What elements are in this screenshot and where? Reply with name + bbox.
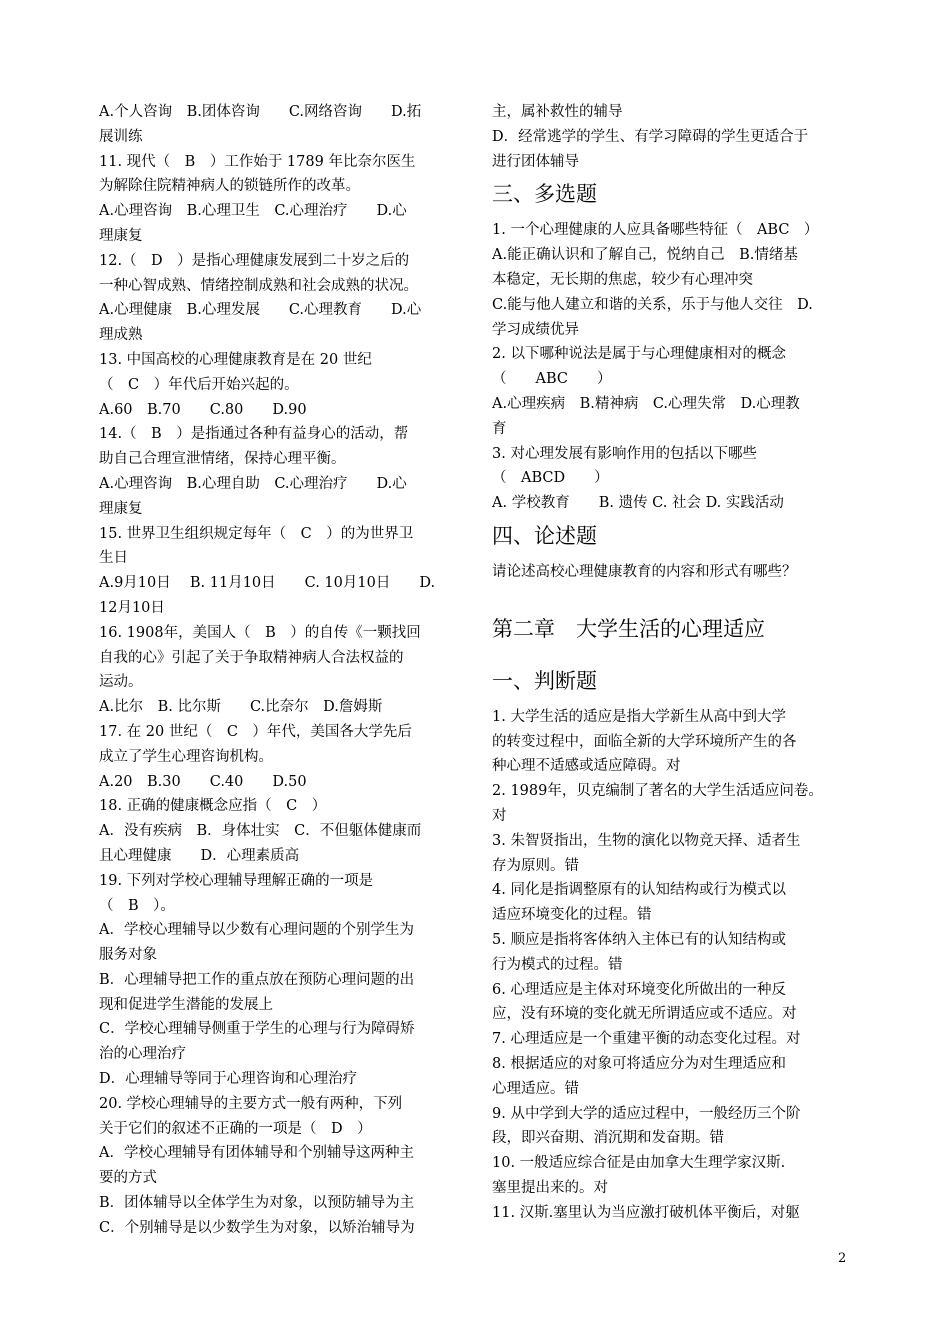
- text-line: 行为模式的过程。错: [492, 956, 623, 973]
- text-line: 适应环境变化的过程。错: [492, 907, 652, 924]
- essay-question: [492, 560, 854, 585]
- text-line: A．没有疾病 B．身体壮实 C．不但躯体健康而: [99, 823, 422, 840]
- text-line: 一种心智成熟、情绪控制成熟和社会成熟的状况。: [99, 277, 418, 294]
- text-line: 11. 现代（ B ）工作始于 1789 年比奈尔医生: [99, 153, 416, 170]
- text-line: 5. 顺应是指将客体纳入主体已有的认知结构或: [492, 931, 786, 948]
- text-line: 成立了学生心理咨询机构。: [99, 748, 273, 765]
- true-false-questions: [492, 705, 854, 1226]
- text-line: 对: [492, 807, 507, 824]
- text-line: D．心理辅导等同于心理咨询和心理治疗: [99, 1071, 358, 1088]
- text-line: A.9月10日 B. 11月10日 C. 10月10日 D.: [99, 575, 436, 592]
- text-line: 1. 大学生活的适应是指大学新生从高中到大学: [492, 708, 786, 725]
- text-line: A.60 B.70 C.80 D.90: [99, 401, 307, 418]
- text-line: 13. 中国高校的心理健康教育是在 20 世纪: [99, 351, 372, 368]
- text-line: 理康复: [99, 227, 143, 244]
- text-line: 3. 朱智贤指出，生物的演化以物竞天择、适者生: [492, 832, 801, 849]
- left-column: [99, 100, 461, 1241]
- text-line: 段，即兴奋期、消沉期和发奋期。错: [492, 1130, 724, 1147]
- text-line: 助自己合理宣泄情绪，保持心理平衡。: [99, 451, 346, 468]
- text-line: 进行团体辅导: [492, 153, 579, 170]
- text-line: 种心理不适感或适应障碍。对: [492, 758, 681, 775]
- text-line: A.心理疾病 B.精神病 C.心理失常 D.心理教: [492, 395, 800, 412]
- text-line: （ B ）。: [99, 897, 175, 914]
- text-line: 应，没有环境的变化就无所谓适应或不适应。对: [492, 1006, 797, 1023]
- text-line: 为解除住院精神病人的锁链所作的改革。: [99, 178, 360, 195]
- text-line: 9. 从中学到大学的适应过程中，一般经历三个阶: [492, 1105, 801, 1122]
- text-line: 存为原则。错: [492, 857, 579, 874]
- text-line: A.心理健康 B.心理发展 C.心理教育 D.心: [99, 302, 422, 319]
- page-number: 2: [838, 1251, 847, 1266]
- text-line: D．经常逃学的学生、有学习障碍的学生更适合于: [492, 128, 809, 145]
- text-line: 请论述高校心理健康教育的内容和形式有哪些？: [492, 563, 797, 580]
- text-line: A. 学校教育 B. 遗传 C. 社会 D. 实践活动: [492, 495, 784, 512]
- text-line: C.能与他人建立和谐的关系，乐于与他人交往 D.: [492, 296, 813, 313]
- text-line: 7. 心理适应是一个重建平衡的动态变化过程。对: [492, 1031, 801, 1048]
- text-line: 主，属补救性的辅导: [492, 104, 623, 120]
- text-line: （ C ）年代后开始兴起的。: [99, 376, 299, 393]
- text-line: 4. 同化是指调整原有的认知结构或行为模式以: [492, 882, 786, 899]
- text-line: 生日: [99, 550, 128, 567]
- multiple-choice-questions: [492, 218, 854, 516]
- text-line: 现和促进学生潜能的发展上: [99, 996, 273, 1013]
- right-column: [492, 100, 854, 1225]
- text-line: 20. 学校心理辅导的主要方式一般有两种，下列: [99, 1095, 403, 1112]
- text-line: 12月10日: [99, 599, 165, 616]
- text-line: 14.（ B ）是指通过各种有益身心的活动，帮: [99, 426, 409, 443]
- section-heading-multiple-choice: 三、多选题: [492, 182, 597, 207]
- text-line: A．学校心理辅导以少数有心理问题的个别学生为: [99, 922, 414, 939]
- text-line: C．个别辅导是以少数学生为对象，以矫治辅导为: [99, 1219, 415, 1236]
- text-line: 16. 1908年，美国人（ B ）的自传《一颗找回: [99, 624, 421, 641]
- text-line: 19. 下列对学校心理辅导理解正确的一项是: [99, 872, 374, 889]
- text-line: 18. 正确的健康概念应指（ C ）: [99, 798, 327, 815]
- text-line: C．学校心理辅导侧重于学生的心理与行为障碍矫: [99, 1021, 415, 1038]
- text-line: B．心理辅导把工作的重点放在预防心理问题的出: [99, 971, 415, 988]
- text-line: A.个人咨询 B.团体咨询 C.网络咨询 D.拓: [99, 104, 422, 120]
- text-line: B．团体辅导以全体学生为对象，以预防辅导为主: [99, 1195, 415, 1212]
- text-line: A.心理咨询 B.心理自助 C.心理治疗 D.心: [99, 475, 407, 492]
- chapter-heading: 第二章 大学生活的心理适应: [492, 616, 765, 641]
- right-top-lines: [492, 100, 854, 174]
- text-line: 2. 以下哪种说法是属于与心理健康相对的概念: [492, 346, 786, 363]
- text-line: 运动。: [99, 674, 143, 691]
- text-line: 2. 1989年，贝克编制了著名的大学生活适应问卷。: [492, 783, 823, 800]
- text-line: A.能正确认识和了解自己，悦纳自己 B.情绪基: [492, 247, 798, 264]
- text-line: 塞里提出来的。对: [492, 1179, 608, 1196]
- text-line: 要的方式: [99, 1170, 157, 1187]
- text-line: 展训练: [99, 128, 143, 145]
- text-line: 学习成绩优异: [492, 321, 579, 338]
- section-heading-true-false: 一、判断题: [492, 668, 597, 693]
- text-line: 理成熟: [99, 327, 143, 344]
- text-line: 10. 一般适应综合征是由加拿大生理学家汉斯.: [492, 1155, 786, 1172]
- text-line: 且心理健康 D．心理素质高: [99, 847, 300, 864]
- text-line: 3. 对心理发展有影响作用的包括以下哪些: [492, 445, 757, 462]
- text-line: 本稳定，无长期的焦虑，较少有心理冲突: [492, 271, 753, 288]
- text-line: 心理适应。错: [492, 1080, 579, 1097]
- text-line: A.比尔 B. 比尔斯 C.比奈尔 D.詹姆斯: [99, 699, 383, 716]
- text-line: A.心理咨询 B.心理卫生 C.心理治疗 D.心: [99, 203, 407, 220]
- text-line: 关于它们的叙述不正确的一项是（ D ）: [99, 1120, 372, 1137]
- section-heading-essay: 四、论述题: [492, 523, 597, 548]
- text-line: A．学校心理辅导有团体辅导和个别辅导这两种主: [99, 1145, 414, 1162]
- text-line: A.20 B.30 C.40 D.50: [99, 773, 307, 790]
- text-line: 的转变过程中，面临全新的大学环境所产生的各: [492, 733, 797, 750]
- text-line: （ ABC ）: [492, 371, 612, 388]
- text-line: 服务对象: [99, 947, 157, 964]
- text-line: 1. 一个心理健康的人应具备哪些特征（ ABC ）: [492, 222, 819, 239]
- text-line: 15. 世界卫生组织规定每年（ C ）的为世界卫: [99, 525, 414, 542]
- text-line: 治的心理治疗: [99, 1046, 186, 1063]
- text-line: 11. 汉斯.塞里认为当应激打破机体平衡后，对躯: [492, 1204, 800, 1221]
- text-line: 12.（ D ）是指心理健康发展到二十岁之后的: [99, 252, 410, 269]
- text-line: 理康复: [99, 500, 143, 517]
- text-line: 17. 在 20 世纪（ C ）年代，美国各大学先后: [99, 723, 412, 740]
- text-line: 8. 根据适应的对象可将适应分为对生理适应和: [492, 1055, 786, 1072]
- text-line: 育: [492, 420, 507, 437]
- text-line: （ ABCD ）: [492, 470, 609, 487]
- text-line: 自我的心》引起了关于争取精神病人合法权益的: [99, 649, 404, 666]
- text-line: 6. 心理适应是主体对环境变化所做出的一种反: [492, 981, 786, 998]
